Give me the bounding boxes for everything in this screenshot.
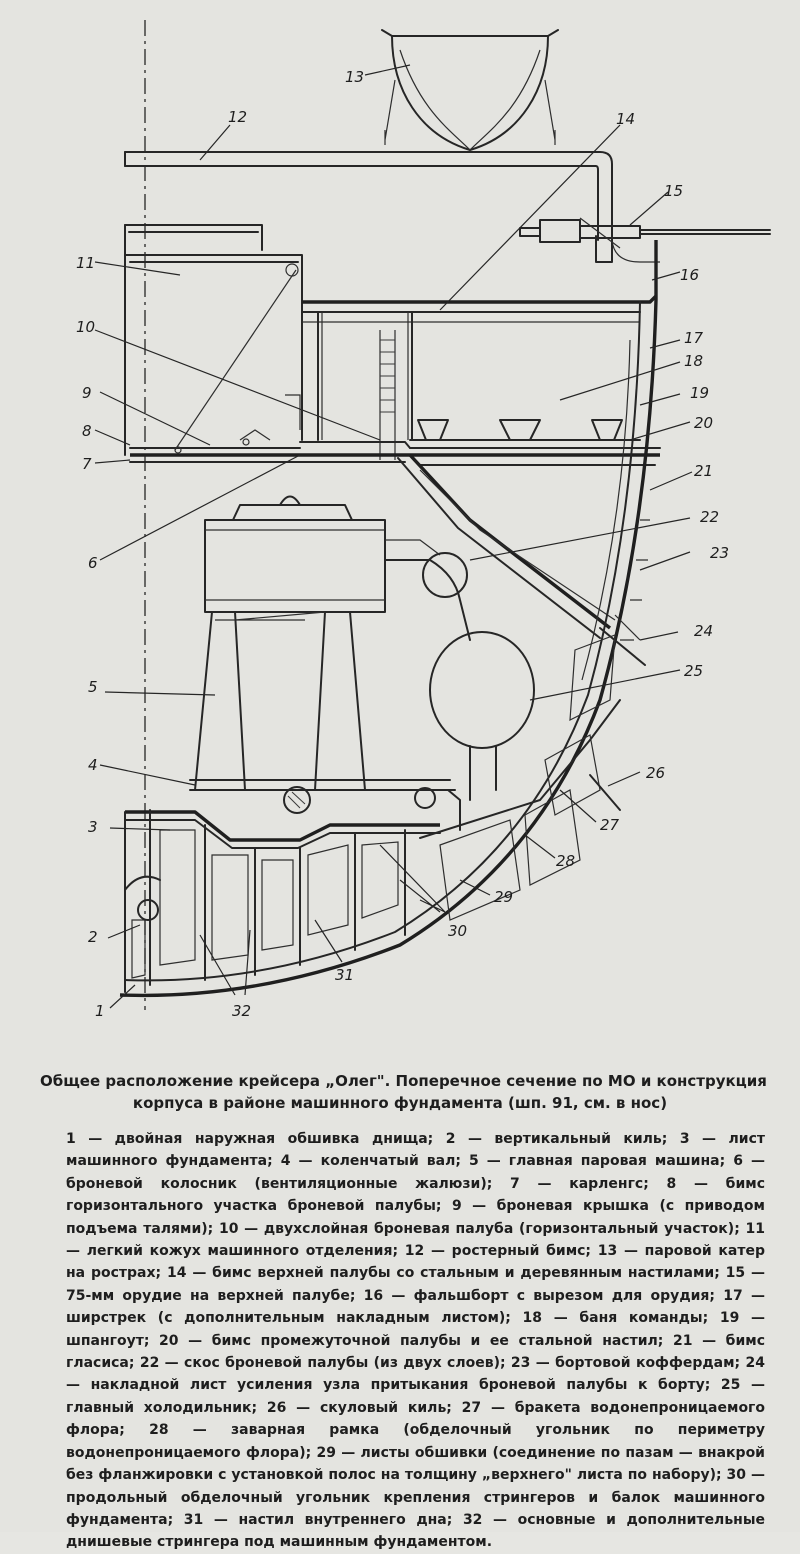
- callout-10: 10: [76, 318, 96, 336]
- callout-8: 8: [82, 422, 92, 440]
- callout-7: 7: [82, 455, 92, 473]
- callout-27: 27: [600, 816, 620, 834]
- gun-75mm: [520, 218, 770, 262]
- callout-14: 14: [616, 110, 636, 128]
- callout-5: 5: [88, 678, 98, 696]
- upper-deck: [302, 296, 656, 460]
- callout-13: 13: [345, 68, 365, 86]
- engine-casing: [125, 225, 302, 455]
- callout-22: 22: [700, 508, 720, 526]
- rostr-beam: [125, 152, 660, 262]
- callout-18: 18: [684, 352, 704, 370]
- callout-4: 4: [88, 756, 98, 774]
- figure-legend: [40, 1128, 765, 1554]
- callout-25: 25: [684, 662, 704, 680]
- main-condenser: [415, 632, 534, 830]
- caption-line-1: Общее расположение крейсера „Олег". Поперечное сечение по МО и конструкция: [40, 1072, 767, 1090]
- ship-side: [120, 240, 656, 995]
- intermediate-deck: [410, 420, 640, 440]
- callout-11: 11: [76, 254, 96, 272]
- callout-24: 24: [694, 622, 714, 640]
- callout-28: 28: [556, 852, 576, 870]
- steam-launch: [382, 30, 558, 150]
- leader-lines: [95, 65, 692, 1008]
- callout-6: 6: [88, 554, 98, 572]
- bilge-floors: [420, 635, 620, 920]
- caption-line-2: корпуса в районе машинного фундамента (шп. 91, см. в нос): [132, 1094, 668, 1112]
- callout-21: 21: [694, 462, 714, 480]
- callout-19: 19: [690, 384, 710, 402]
- legend-text: 1 — двойная наружная обшивка днища; 2 — вертикальный киль; 3 — лист машинного фундамента; 4 — коленчатый вал; 5 — главная паровая машина; 6 — броневой колосник (вентиляционные жалюзи); 7 — карленгс; 8 — бимс горизонтального участка броневой палубы; 9 — броневая крышка (с приводом подъема талями); 10 — двухслойная броневая палуба (горизонтальный участок); 11 — легкий кожух машинного отделения; 12 — ростерный бимс; 13 — паровой катер на рострах; 14 — бимс верхней палубы со стальным и деревянным настилами; 15 — 75-мм орудие на верхней палубе; 16 — фальшборт с вырезом для орудия; 17 — ширстрек (с дополнительным накладным листом); 18 — баня команды; 19 — шпангоут; 20 — бимс промежуточной палубы и ее стальной настил; 21 — бимс гласиса; 22 — скос броневой палубы (из двух слоев); 23 — бортовой коффердам; 24 — накладной лист усиления узла притыкания броневой палубы к борту; 25 — главный холодильник; 26 — скуловый киль; 27 — бракета водонепроницаемого флора; 28 — заварная рамка (обделочный угольник по периметру водонепроницаемого флора); 29 — листы обшивки (соединение по пазам — внакрой без фланжировки с установкой полос на толщину „верхнего" листа по набору); 30 — продольный обделочный угольник крепления стрингеров и балок машинного фундамента; 31 — настил внутреннего дна; 32 — основные и дополнительные днишевые стрингера под машинным фундаментом.: [66, 1131, 765, 1551]
- callout-20: 20: [694, 414, 714, 432]
- callout-29: 29: [494, 888, 514, 906]
- callout-23: 23: [710, 544, 730, 562]
- callout-12: 12: [228, 108, 248, 126]
- callout-1: 1: [95, 1002, 105, 1020]
- callout-15: 15: [664, 182, 684, 200]
- armour-slope: [398, 455, 615, 638]
- callout-2: 2: [88, 928, 98, 946]
- main-engine: [195, 497, 470, 791]
- callout-3: 3: [88, 818, 98, 836]
- callout-26: 26: [646, 764, 666, 782]
- figure-caption: [40, 1070, 767, 1114]
- callout-31: 31: [335, 966, 355, 984]
- callout-numbers: [76, 68, 729, 1020]
- double-bottom: [125, 810, 440, 992]
- callout-9: 9: [82, 384, 92, 402]
- callout-30: 30: [448, 922, 468, 940]
- callout-17: 17: [684, 329, 704, 347]
- callout-16: 16: [680, 266, 700, 284]
- callout-32: 32: [232, 1002, 252, 1020]
